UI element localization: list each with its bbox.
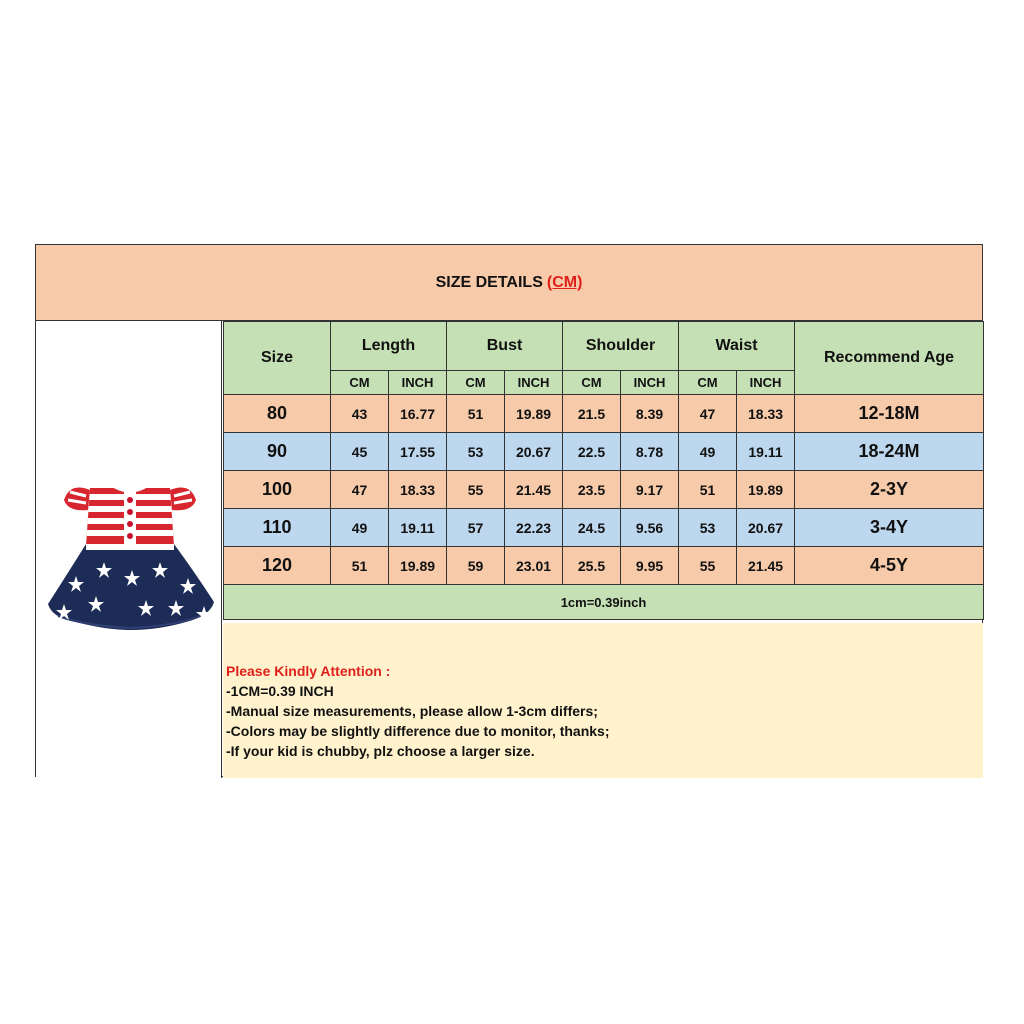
age-cell: 2-3Y xyxy=(795,471,984,509)
bust-cm-cell: 55 xyxy=(447,471,505,509)
subcolumn-inch: INCH xyxy=(621,371,679,395)
shoulder-cm-cell: 25.5 xyxy=(563,547,621,585)
size-cell: 80 xyxy=(224,395,331,433)
waist-cm-cell: 51 xyxy=(679,471,737,509)
shoulder-inch-cell: 9.95 xyxy=(621,547,679,585)
shoulder-inch-cell: 9.17 xyxy=(621,471,679,509)
column-bust: Bust xyxy=(447,322,563,371)
bust-inch-cell: 22.23 xyxy=(505,509,563,547)
waist-inch-cell: 21.45 xyxy=(737,547,795,585)
size-chart-title: SIZE DETAILS xyxy=(435,273,543,291)
bust-inch-cell: 23.01 xyxy=(505,547,563,585)
age-cell: 12-18M xyxy=(795,395,984,433)
note-line: -If your kid is chubby, plz choose a larger size. xyxy=(226,743,535,759)
table-row xyxy=(224,509,984,547)
conversion-row xyxy=(224,585,984,620)
age-cell: 3-4Y xyxy=(795,509,984,547)
attention-notes xyxy=(223,623,983,778)
product-image-cell xyxy=(36,321,222,778)
size-chart-header xyxy=(36,245,982,321)
length-cm-cell: 45 xyxy=(331,433,389,471)
length-inch-cell: 18.33 xyxy=(389,471,447,509)
waist-cm-cell: 47 xyxy=(679,395,737,433)
length-cm-cell: 51 xyxy=(331,547,389,585)
waist-inch-cell: 20.67 xyxy=(737,509,795,547)
shoulder-cm-cell: 21.5 xyxy=(563,395,621,433)
bust-cm-cell: 51 xyxy=(447,395,505,433)
shoulder-cm-cell: 22.5 xyxy=(563,433,621,471)
bust-cm-cell: 57 xyxy=(447,509,505,547)
subcolumn-inch: INCH xyxy=(737,371,795,395)
size-cell: 100 xyxy=(224,471,331,509)
waist-inch-cell: 18.33 xyxy=(737,395,795,433)
bust-cm-cell: 53 xyxy=(447,433,505,471)
waist-cm-cell: 53 xyxy=(679,509,737,547)
column-recommend-age: Recommend Age xyxy=(795,322,984,395)
bust-cm-cell: 59 xyxy=(447,547,505,585)
length-inch-cell: 16.77 xyxy=(389,395,447,433)
note-line: -Manual size measurements, please allow 1-3cm differs; xyxy=(226,703,598,719)
size-chart xyxy=(35,244,983,777)
length-cm-cell: 47 xyxy=(331,471,389,509)
bust-inch-cell: 21.45 xyxy=(505,471,563,509)
subcolumn-inch: INCH xyxy=(389,371,447,395)
length-cm-cell: 49 xyxy=(331,509,389,547)
shoulder-inch-cell: 9.56 xyxy=(621,509,679,547)
size-cell: 90 xyxy=(224,433,331,471)
table-row xyxy=(224,471,984,509)
subcolumn-inch: INCH xyxy=(505,371,563,395)
subcolumn-cm: CM xyxy=(331,371,389,395)
table-row xyxy=(224,433,984,471)
column-length: Length xyxy=(331,322,447,371)
waist-inch-cell: 19.89 xyxy=(737,471,795,509)
waist-cm-cell: 49 xyxy=(679,433,737,471)
length-cm-cell: 43 xyxy=(331,395,389,433)
note-line: -1CM=0.39 INCH xyxy=(226,683,334,699)
size-cell: 110 xyxy=(224,509,331,547)
dress-product-image xyxy=(46,466,216,631)
column-size: Size xyxy=(224,322,331,395)
age-cell: 18-24M xyxy=(795,433,984,471)
length-inch-cell: 19.89 xyxy=(389,547,447,585)
shoulder-inch-cell: 8.39 xyxy=(621,395,679,433)
column-waist: Waist xyxy=(679,322,795,371)
subcolumn-cm: CM xyxy=(563,371,621,395)
note-line: -Colors may be slightly difference due to monitor, thanks; xyxy=(226,723,610,739)
shoulder-cm-cell: 23.5 xyxy=(563,471,621,509)
shoulder-inch-cell: 8.78 xyxy=(621,433,679,471)
subcolumn-cm: CM xyxy=(447,371,505,395)
shoulder-cm-cell: 24.5 xyxy=(563,509,621,547)
table-row xyxy=(224,547,984,585)
size-table xyxy=(223,321,984,620)
subcolumn-cm: CM xyxy=(679,371,737,395)
length-inch-cell: 17.55 xyxy=(389,433,447,471)
bust-inch-cell: 19.89 xyxy=(505,395,563,433)
age-cell: 4-5Y xyxy=(795,547,984,585)
size-cell: 120 xyxy=(224,547,331,585)
length-inch-cell: 19.11 xyxy=(389,509,447,547)
bust-inch-cell: 20.67 xyxy=(505,433,563,471)
table-row xyxy=(224,395,984,433)
waist-cm-cell: 55 xyxy=(679,547,737,585)
column-shoulder: Shoulder xyxy=(563,322,679,371)
conversion-note: 1cm=0.39inch xyxy=(224,585,984,620)
size-chart-unit: (CM) xyxy=(546,273,583,291)
waist-inch-cell: 19.11 xyxy=(737,433,795,471)
attention-title: Please Kindly Attention : xyxy=(226,663,391,679)
